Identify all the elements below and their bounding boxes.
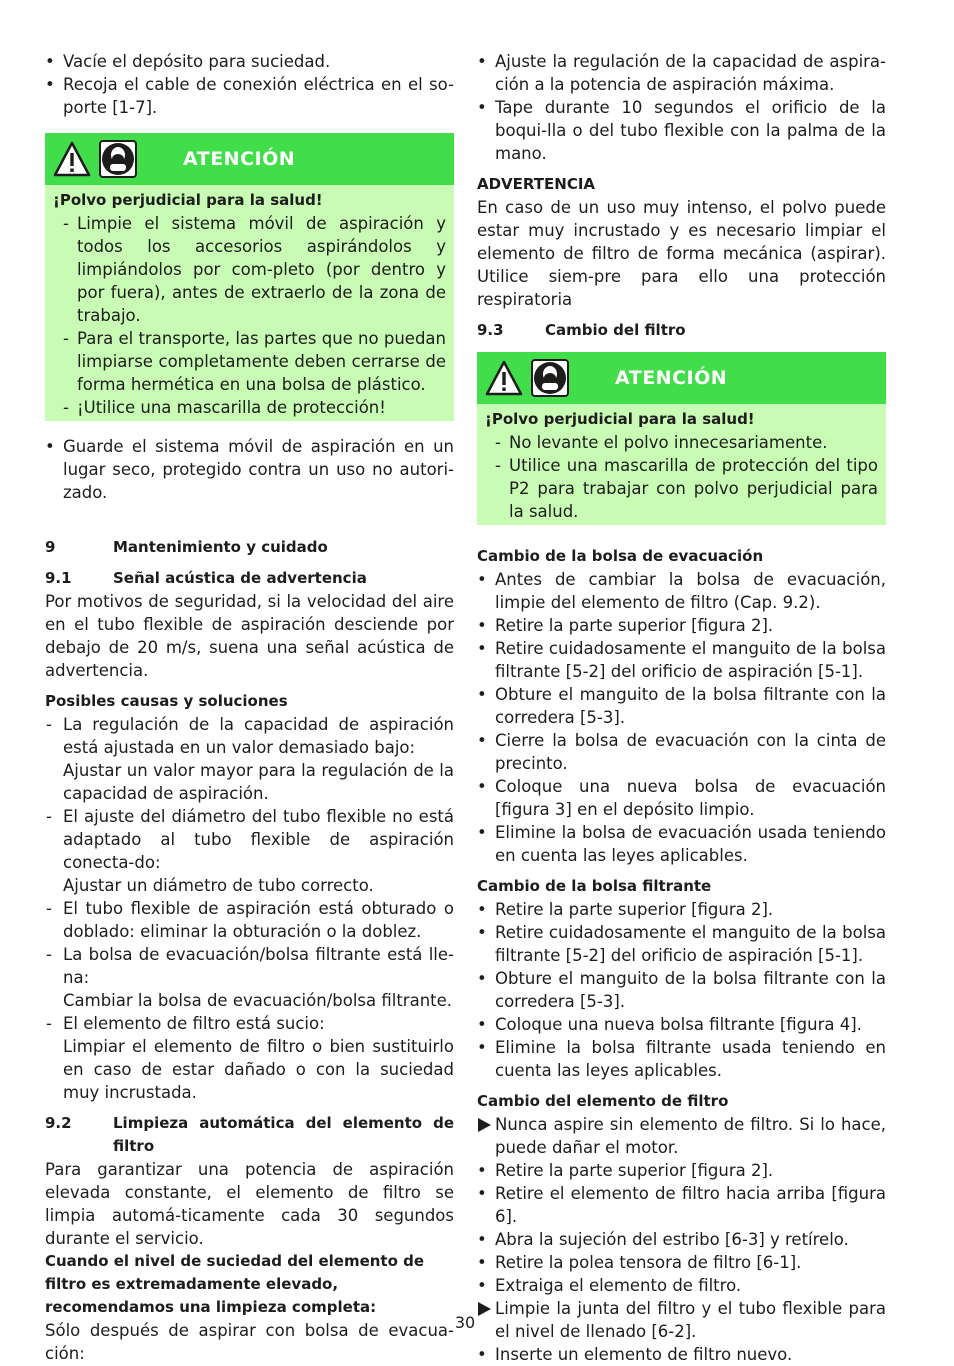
list-item: • Guarde el sistema móvil de aspiración en un lugar seco, protegido contra un uso no autori-zado. (45, 435, 454, 504)
list-item: • Abra la sujeción del estribo [6-3] y retírelo. (477, 1228, 886, 1251)
left-top-bullets (45, 50, 454, 119)
warning-list (53, 212, 446, 419)
warning-header (477, 352, 886, 404)
warning-header (45, 133, 454, 185)
warning-title: ATENCIÓN (615, 366, 728, 389)
section-heading-9: 9 Mantenimiento y cuidado (45, 538, 328, 556)
paragraph: Para garantizar una potencia de aspiración elevada constante, el elemento de filtro se limpia automá-ticamente cada 30 segundos durante el servicio. (45, 1160, 454, 1248)
subheading: Posibles causas y soluciones (45, 692, 288, 710)
warning-heading: ¡Polvo perjudicial para la salud! (53, 191, 323, 209)
list-item: • Extraiga el elemento de filtro. (477, 1274, 886, 1297)
warning-heading: ¡Polvo perjudicial para la salud! (485, 410, 755, 428)
subheading: Cambio de la bolsa filtrante (477, 877, 712, 895)
list-item: - Utilice una mascarilla de protección del tipo P2 para trabajar con polvo perjudicial para la salud. (485, 454, 878, 523)
subheading: Cambio del elemento de filtro (477, 1092, 729, 1110)
list-item: • Obture el manguito de la bolsa filtrante con la corredera [5-3]. (477, 683, 886, 729)
paragraph: Por motivos de seguridad, si la velocidad del aire en el tubo flexible de aspiración desciende por debajo de 20 m/s, suena una señal acústica de advertencia. (45, 592, 454, 680)
list-item: • Retire la parte superior [figura 2]. (477, 1159, 886, 1182)
list-item: • Retire el elemento de filtro hacia arriba [figura 6]. (477, 1182, 886, 1228)
list-item: • Retire la parte superior [figura 2]. (477, 898, 886, 921)
paragraph: Sólo después de aspirar con bolsa de evacua-ción: (45, 1321, 454, 1363)
list-item: - El ajuste del diámetro del tubo flexible no está adaptado al tubo flexible de aspiración conecta-do: Ajustar un diámetro de tubo correcto. (45, 805, 454, 897)
paragraph-bold: Cuando el nivel de suciedad del elemento de filtro es extremadamente elevado, recomendamos una limpieza completa: (45, 1252, 425, 1316)
left-column (45, 50, 454, 1365)
bag-steps (477, 568, 886, 867)
list-item: - La regulación de la capacidad de aspiración está ajustada en un valor demasiado bajo: Ajustar un valor mayor para la regulación de la capacidad de aspiración. (45, 713, 454, 805)
warning-triangle-icon (485, 360, 523, 396)
subheading: Cambio de la bolsa de evacuación (477, 547, 764, 565)
list-item: • Coloque una nueva bolsa de evacuación [figura 3] en el depósito limpio. (477, 775, 886, 821)
respirator-mask-icon (531, 359, 569, 397)
list-item: • Ajuste la regulación de la capacidad de aspira-ción a la potencia de aspiración máxima. (477, 50, 886, 96)
warning-box-left (45, 133, 454, 421)
list-item: - ¡Utilice una mascarilla de protección! (53, 396, 446, 419)
list-item: • Elimine la bolsa de evacuación usada teniendo en cuenta las leyes aplicables. (477, 821, 886, 867)
paragraph: En caso de un uso muy intenso, el polvo puede estar muy incrustado y es necesario limpiar el elemento de filtro de forma mecánica (aspirar). Utilice siem-pre para ello una protección respiratoria (477, 198, 886, 309)
section-heading-9-2: 9.2 Limpieza automática del elemento de filtro (45, 1114, 454, 1155)
warning-triangle-icon (53, 141, 91, 177)
list-item: • Coloque una nueva bolsa filtrante [figura 4]. (477, 1013, 886, 1036)
causes-list (45, 713, 454, 1104)
list-item: • Inserte un elemento de filtro nuevo. (477, 1343, 886, 1366)
section-heading-9-3: 9.3 Cambio del filtro (477, 321, 686, 339)
list-item: • Antes de cambiar la bolsa de evacuación, limpie del elemento de filtro (Cap. 9.2). (477, 568, 886, 614)
list-item: - El elemento de filtro está sucio: Limpiar el elemento de filtro o bien sustituirlo en caso de estar dañado o con la suciedad muy incrustada. (45, 1012, 454, 1104)
list-item: • Retire la polea tensora de filtro [6-1]. (477, 1251, 886, 1274)
list-item: • Vacíe el depósito para suciedad. (45, 50, 454, 73)
list-item: Nunca aspire sin elemento de filtro. Si lo hace, puede dañar el motor. (477, 1113, 886, 1159)
list-item: - No levante el polvo innecesariamente. (485, 431, 878, 454)
right-column (477, 50, 886, 1366)
section-heading-9-1: 9.1 Señal acústica de advertencia (45, 569, 367, 587)
list-item: • Retire la parte superior [figura 2]. (477, 614, 886, 637)
list-item: • Cierre la bolsa de evacuación con la cinta de precinto. (477, 729, 886, 775)
list-item: Limpie la junta del filtro y el tubo flexible para el nivel de llenado [6-2]. (477, 1297, 886, 1343)
warning-box-right (477, 352, 886, 525)
page-number: 30 (454, 1313, 476, 1332)
list-item: • Retire cuidadosamente el manguito de la bolsa filtrante [5-2] del orificio de aspiración [5-1]. (477, 921, 886, 967)
list-item: - El tubo flexible de aspiración está obturado o doblado: eliminar la obturación o la doblez. (45, 897, 454, 943)
list-item: • Retire cuidadosamente el manguito de la bolsa filtrante [5-2] del orificio de aspiración [5-1]. (477, 637, 886, 683)
list-item: • Tape durante 10 segundos el orificio de la boqui-lla o del tubo flexible con la palma de la mano. (477, 96, 886, 165)
list-item: • Obture el manguito de la bolsa filtrante con la corredera [5-3]. (477, 967, 886, 1013)
list-item: • Recoja el cable de conexión eléctrica en el so-porte [1-7]. (45, 73, 454, 119)
warning-title: ATENCIÓN (183, 147, 296, 170)
subheading: ADVERTENCIA (477, 175, 596, 193)
list-item: - Limpie el sistema móvil de aspiración y todos los accesorios aspirándolos y limpiándolos por com-pleto (por dentro y por fuera), antes de extraerlo de la zona de trabajo. (53, 212, 446, 327)
list-item: - La bolsa de evacuación/bolsa filtrante está lle-na: Cambiar la bolsa de evacuación/bolsa filtrante. (45, 943, 454, 1012)
list-item: - Para el transporte, las partes que no puedan limpiarse completamente deben cerrarse de forma hermética en una bolsa de plástico. (53, 327, 446, 396)
list-item: • Elimine la bolsa filtrante usada teniendo en cuenta las leyes aplicables. (477, 1036, 886, 1082)
filterbag-steps (477, 898, 886, 1082)
respirator-mask-icon (99, 140, 137, 178)
